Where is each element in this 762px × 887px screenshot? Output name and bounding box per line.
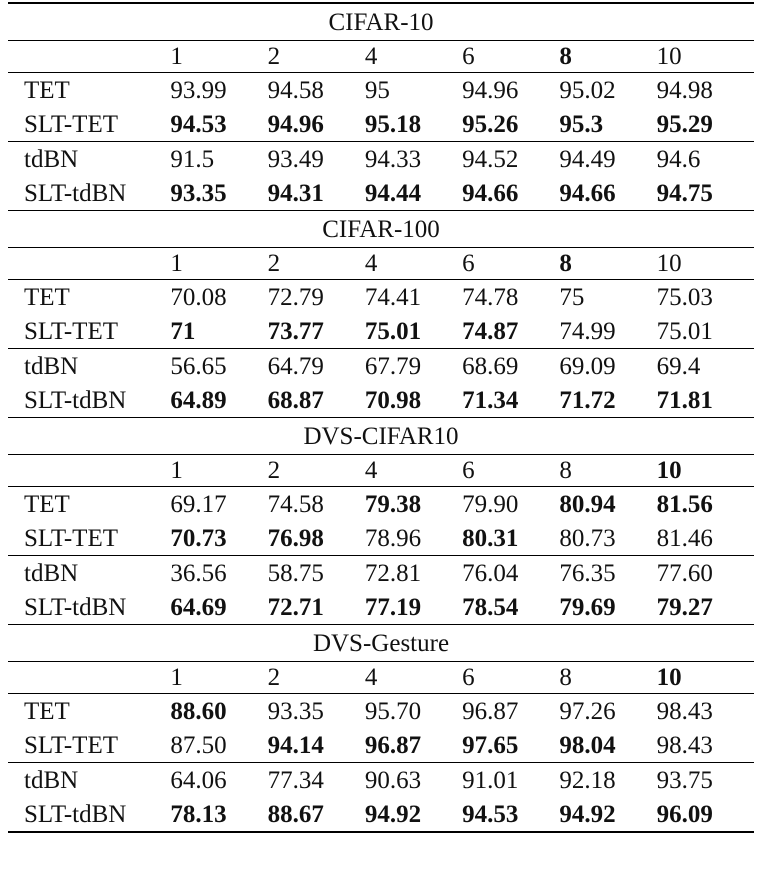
method-label: SLT-tdBN [24, 593, 127, 621]
value-cell: 94.96 [462, 73, 559, 108]
value-cell: 78.54 [462, 593, 519, 621]
method-label: tdBN [8, 142, 170, 177]
value-cell: 79.69 [559, 593, 616, 621]
value-cell: 81.56 [657, 487, 754, 522]
value-cell: 77.34 [268, 763, 365, 798]
column-header: 4 [365, 455, 462, 487]
section-title-row [8, 625, 754, 662]
value-cell: 36.56 [170, 556, 267, 591]
section-title-row [8, 418, 754, 455]
value-cell: 98.43 [657, 694, 754, 729]
column-header-row [8, 455, 754, 487]
section-title-row [8, 211, 754, 248]
header-empty-cell [8, 662, 170, 694]
column-header-row [8, 662, 754, 694]
column-header: 4 [365, 662, 462, 694]
value-cell: 71.34 [462, 386, 519, 414]
column-header: 8 [559, 248, 656, 280]
column-header: 6 [462, 455, 559, 487]
value-cell: 95.18 [364, 110, 422, 138]
method-label: SLT-TET [24, 110, 118, 138]
value-cell: 69.4 [657, 349, 754, 384]
method-label: SLT-tdBN [24, 179, 127, 207]
method-label: SLT-TET [24, 317, 118, 345]
table-row [8, 73, 754, 108]
column-header: 1 [170, 41, 267, 73]
value-cell: 97.65 [462, 731, 519, 759]
value-cell: 94.52 [462, 142, 559, 177]
value-cell: 74.87 [462, 317, 519, 345]
column-header: 2 [268, 662, 365, 694]
value-cell: 73.77 [267, 317, 324, 345]
table-row [8, 349, 754, 384]
value-cell: 94.92 [365, 797, 462, 832]
value-cell: 95.70 [365, 694, 462, 729]
value-cell: 95.26 [462, 110, 519, 138]
table-row [8, 763, 754, 798]
column-header: 6 [462, 248, 559, 280]
method-label: SLT-tdBN [8, 797, 170, 832]
section-title: DVS-CIFAR10 [8, 418, 754, 455]
value-cell: 94.75 [656, 179, 713, 207]
value-cell: 90.63 [365, 763, 462, 798]
column-header: 2 [268, 41, 365, 73]
value-cell: 74.78 [462, 280, 559, 315]
value-cell: 95 [365, 73, 462, 108]
method-label: TET [8, 694, 170, 729]
method-label: SLT-tdBN [24, 386, 127, 414]
value-cell: 93.35 [268, 694, 365, 729]
value-cell: 97.26 [559, 694, 656, 729]
value-cell: 94.92 [559, 797, 656, 832]
method-label: TET [8, 487, 170, 522]
value-cell: 96.87 [364, 731, 422, 759]
method-label: TET [8, 73, 170, 108]
value-cell: 80.94 [559, 487, 656, 522]
value-cell: 96.87 [462, 694, 559, 729]
section-title: CIFAR-10 [8, 3, 754, 41]
value-cell: 94.44 [364, 179, 422, 207]
value-cell: 79.38 [365, 487, 462, 522]
value-cell: 95.3 [559, 110, 604, 138]
method-label: SLT-TET [24, 524, 118, 552]
method-label: SLT-TET [24, 731, 118, 759]
value-cell: 56.65 [170, 349, 267, 384]
value-cell: 91.5 [170, 142, 267, 177]
table-row [8, 487, 754, 522]
value-cell: 58.75 [268, 556, 365, 591]
value-cell: 70.73 [170, 524, 227, 552]
column-header: 1 [170, 455, 267, 487]
column-header: 10 [657, 248, 754, 280]
value-cell: 94.6 [657, 142, 754, 177]
value-cell: 88.60 [170, 694, 267, 729]
value-cell: 72.79 [268, 280, 365, 315]
value-cell: 69.17 [170, 487, 267, 522]
value-cell: 74.58 [268, 487, 365, 522]
value-cell: 80.31 [462, 524, 519, 552]
value-cell: 92.18 [559, 763, 656, 798]
value-cell: 94.33 [365, 142, 462, 177]
method-label: TET [8, 280, 170, 315]
column-header: 1 [170, 248, 267, 280]
value-cell: 91.01 [462, 763, 559, 798]
value-cell: 64.89 [170, 386, 227, 414]
value-cell: 94.14 [267, 731, 324, 759]
value-cell: 71.81 [656, 386, 713, 414]
value-cell: 78.13 [170, 797, 267, 832]
column-header-row [8, 41, 754, 73]
table-row [8, 280, 754, 315]
column-header: 8 [559, 41, 656, 73]
value-cell: 98.43 [656, 731, 713, 759]
value-cell: 94.58 [268, 73, 365, 108]
value-cell: 79.27 [656, 593, 713, 621]
value-cell: 70.98 [364, 386, 422, 414]
value-cell: 79.90 [462, 487, 559, 522]
method-label: tdBN [8, 763, 170, 798]
value-cell: 93.49 [268, 142, 365, 177]
table-row [8, 314, 754, 349]
column-header: 4 [365, 248, 462, 280]
column-header: 4 [365, 41, 462, 73]
table-row [8, 556, 754, 591]
column-header: 1 [170, 662, 267, 694]
section-title: DVS-Gesture [8, 625, 754, 662]
value-cell: 95.02 [559, 73, 656, 108]
section-title: CIFAR-100 [8, 211, 754, 248]
value-cell: 94.66 [462, 179, 519, 207]
value-cell: 96.09 [657, 797, 754, 832]
column-header: 8 [559, 662, 656, 694]
table-row [8, 521, 754, 556]
value-cell: 80.73 [559, 524, 616, 552]
value-cell: 75.03 [657, 280, 754, 315]
value-cell: 68.87 [267, 386, 324, 414]
value-cell: 95.29 [656, 110, 713, 138]
table-row [8, 107, 754, 142]
value-cell: 93.35 [170, 179, 227, 207]
method-label: tdBN [8, 556, 170, 591]
value-cell: 67.79 [365, 349, 462, 384]
value-cell: 75.01 [364, 317, 422, 345]
column-header: 8 [559, 455, 656, 487]
value-cell: 64.79 [268, 349, 365, 384]
value-cell: 68.69 [462, 349, 559, 384]
value-cell: 93.75 [657, 763, 754, 798]
value-cell: 64.06 [170, 763, 267, 798]
column-header: 10 [657, 662, 754, 694]
column-header-row [8, 248, 754, 280]
table-row [8, 142, 754, 177]
value-cell: 75 [559, 280, 656, 315]
value-cell: 69.09 [559, 349, 656, 384]
value-cell: 77.19 [364, 593, 422, 621]
value-cell: 94.66 [559, 179, 616, 207]
value-cell: 98.04 [559, 731, 616, 759]
value-cell: 74.99 [559, 317, 616, 345]
value-cell: 74.41 [365, 280, 462, 315]
column-header: 10 [657, 455, 754, 487]
value-cell: 77.60 [657, 556, 754, 591]
value-cell: 81.46 [656, 524, 713, 552]
header-empty-cell [8, 248, 170, 280]
column-header: 2 [268, 248, 365, 280]
header-empty-cell [8, 455, 170, 487]
results-table [8, 2, 754, 833]
header-empty-cell [8, 41, 170, 73]
table-row [8, 694, 754, 729]
value-cell: 94.98 [657, 73, 754, 108]
table-row [8, 728, 754, 763]
value-cell: 72.81 [365, 556, 462, 591]
column-header: 2 [268, 455, 365, 487]
value-cell: 94.53 [170, 110, 227, 138]
value-cell: 71.72 [559, 386, 616, 414]
table-row [8, 176, 754, 211]
method-label: tdBN [8, 349, 170, 384]
value-cell: 75.01 [656, 317, 713, 345]
value-cell: 78.96 [364, 524, 422, 552]
table-row [8, 797, 754, 832]
value-cell: 64.69 [170, 593, 227, 621]
column-header: 6 [462, 662, 559, 694]
value-cell: 76.98 [267, 524, 324, 552]
value-cell: 94.96 [267, 110, 324, 138]
value-cell: 94.53 [462, 797, 559, 832]
value-cell: 76.04 [462, 556, 559, 591]
value-cell: 94.49 [559, 142, 656, 177]
table-row [8, 383, 754, 418]
value-cell: 71 [170, 317, 196, 345]
column-header: 10 [657, 41, 754, 73]
section-title-row [8, 3, 754, 41]
value-cell: 70.08 [170, 280, 267, 315]
value-cell: 72.71 [267, 593, 324, 621]
table-row [8, 590, 754, 625]
value-cell: 87.50 [170, 731, 227, 759]
value-cell: 88.67 [268, 797, 365, 832]
column-header: 6 [462, 41, 559, 73]
value-cell: 76.35 [559, 556, 656, 591]
value-cell: 94.31 [267, 179, 324, 207]
value-cell: 93.99 [170, 73, 267, 108]
